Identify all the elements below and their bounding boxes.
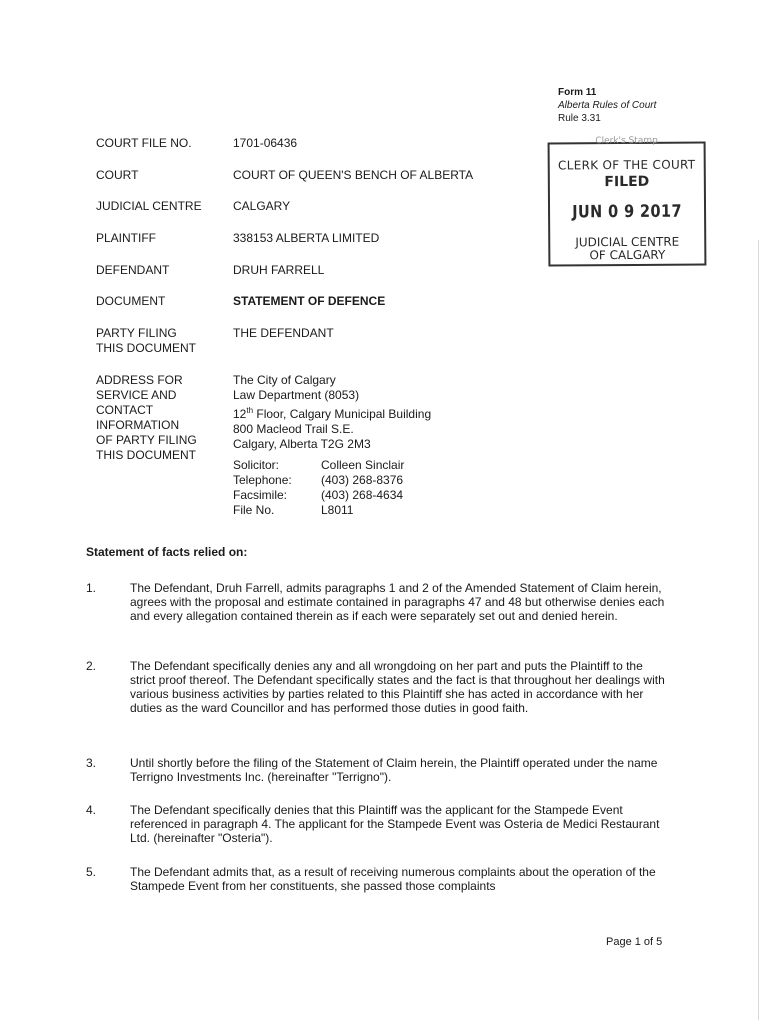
paragraph-text: The Defendant specifically denies any and all wrongdoing on her part and puts the Plaintiff to the strict proof thereof. The Defendant specifically states and the fact is that throughout her dealings with various business activities by parties related to this Plaintiff she has acted in accordance with her duties as the ward Councillor and has performed those duties in good faith. xyxy=(130,659,665,715)
paragraph-number: 3. xyxy=(86,756,97,770)
address-label-3: CONTACT xyxy=(96,403,154,417)
paragraph-text: The Defendant, Druh Farrell, admits paragraphs 1 and 2 of the Amended Statement of Claim herein, agrees with the proposal and estimate contained in paragraphs 47 and 48 but otherwise denies each and every allegation contained therein as if each were separately set out and denied herein. xyxy=(130,581,665,623)
form-rules: Alberta Rules of Court xyxy=(558,100,657,111)
plaintiff-label: PLAINTIFF xyxy=(96,231,157,245)
form-reference xyxy=(558,86,738,125)
facsimile-value: (403) 268-4634 xyxy=(321,488,404,502)
document-value: STATEMENT OF DEFENCE xyxy=(233,294,386,308)
telephone-label: Telephone: xyxy=(233,473,292,487)
judicial-centre-label: JUDICIAL CENTRE xyxy=(96,199,202,213)
party-filing-label xyxy=(96,326,231,356)
stamp-caption: Clerk's Stamp xyxy=(595,135,658,147)
facsimile-label: Facsimile: xyxy=(233,488,288,502)
stamp-centre xyxy=(550,235,704,262)
judicial-centre-value: CALGARY xyxy=(233,199,291,213)
court-value: COURT OF QUEEN'S BENCH OF ALBERTA xyxy=(233,168,474,182)
address-label-4: INFORMATION xyxy=(96,418,180,432)
file-no-label: File No. xyxy=(233,503,275,517)
paragraph-text: Until shortly before the filing of the Statement of Claim herein, the Plaintiff operated under the name Terrigno Investments Inc. (hereinafter "Terrigno"). xyxy=(130,756,658,784)
paragraph-number: 1. xyxy=(86,581,97,595)
address-floor-suffix: th xyxy=(246,406,254,415)
court-file-value: 1701-06436 xyxy=(233,136,298,150)
solicitor-value: Colleen Sinclair xyxy=(321,458,405,472)
paragraph-number: 5. xyxy=(86,865,97,879)
address-floor-number: 12 xyxy=(233,407,247,421)
stamp-filed: FILED xyxy=(604,173,650,191)
address-value xyxy=(233,373,533,452)
clerk-stamp xyxy=(548,135,707,266)
address-line-4: 800 Macleod Trail S.E. xyxy=(233,422,354,436)
paragraph-number: 2. xyxy=(86,659,97,673)
page-number: Page 1 of 5 xyxy=(606,936,663,948)
stamp-centre-line2: OF CALGARY xyxy=(589,247,666,263)
plaintiff-value: 338153 ALBERTA LIMITED xyxy=(233,231,380,245)
party-filing-label-2: THIS DOCUMENT xyxy=(96,341,196,355)
stamp-centre-line1: JUDICIAL CENTRE xyxy=(575,234,680,250)
address-label xyxy=(96,373,231,463)
solicitor-label: Solicitor: xyxy=(233,458,280,472)
defendant-value: DRUH FARRELL xyxy=(233,263,325,277)
document-label: DOCUMENT xyxy=(96,294,166,308)
address-label-2: SERVICE AND xyxy=(96,388,177,402)
address-line-5: Calgary, Alberta T2G 2M3 xyxy=(233,437,371,451)
form-number: Form 11 xyxy=(558,87,597,98)
address-label-5: OF PARTY FILING xyxy=(96,433,197,447)
file-no-value: L8011 xyxy=(321,503,354,517)
paragraph-text: The Defendant specifically denies that this Plaintiff was the applicant for the Stampede Event referenced in paragraph 4. The applicant for the Stampede Event was Osteria de Medici Restaurant Ltd. (hereinafter "Osteria"). xyxy=(130,803,660,845)
party-filing-value: THE DEFENDANT xyxy=(233,326,334,340)
address-line-1: The City of Calgary xyxy=(233,373,336,387)
address-line-2: Law Department (8053) xyxy=(233,388,360,402)
court-file-label: COURT FILE NO. xyxy=(96,136,192,150)
stamp-date: JUN 0 9 2017 xyxy=(572,201,682,223)
court-label: COURT xyxy=(96,168,139,182)
form-rule: Rule 3.31 xyxy=(558,113,601,124)
section-title: Statement of facts relied on: xyxy=(86,545,248,559)
address-floor-rest: Floor, Calgary Municipal Building xyxy=(253,407,432,421)
address-line-3 xyxy=(233,403,533,422)
address-label-6: THIS DOCUMENT xyxy=(96,448,196,462)
telephone-value: (403) 268-8376 xyxy=(321,473,404,487)
defendant-label: DEFENDANT xyxy=(96,263,170,277)
paragraph-number: 4. xyxy=(86,803,97,817)
stamp-clerk: CLERK OF THE COURT xyxy=(557,157,696,173)
scan-edge xyxy=(758,240,759,1020)
paragraph-text: The Defendant admits that, as a result of receiving numerous complaints about the operation of the Stampede Event from her constituents, she passed those complaints xyxy=(130,865,656,893)
address-label-1: ADDRESS FOR xyxy=(96,373,183,387)
party-filing-label-1: PARTY FILING xyxy=(96,326,177,340)
